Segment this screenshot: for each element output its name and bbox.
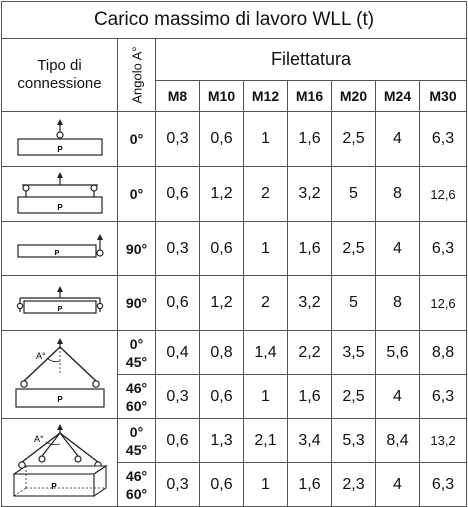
size-header-m10: M10 bbox=[200, 80, 244, 111]
header-angolo-unit: A° bbox=[129, 46, 144, 61]
angle-cell: 46° 60° bbox=[118, 463, 156, 507]
table-row bbox=[2, 112, 467, 167]
value-cell: 2,5 bbox=[332, 375, 376, 419]
value-cell: 4 bbox=[376, 375, 420, 419]
value-cell: 3,2 bbox=[288, 276, 332, 331]
value-cell: 5,6 bbox=[376, 331, 420, 375]
load-label: P bbox=[50, 481, 57, 491]
size-header-m20: M20 bbox=[332, 80, 376, 111]
value-cell: 0,6 bbox=[156, 419, 200, 463]
diagram-two-leg-sling bbox=[2, 331, 118, 419]
value-cell: 1 bbox=[244, 222, 288, 276]
diagram-four-leg-sling bbox=[2, 419, 118, 507]
value-cell: 12,6 bbox=[420, 167, 467, 222]
value-cell: 6,3 bbox=[420, 463, 467, 507]
angle-cell: 0° bbox=[118, 112, 156, 167]
value-cell: 0,3 bbox=[156, 463, 200, 507]
size-header-m30: M30 bbox=[420, 80, 467, 111]
size-header-m12: M12 bbox=[244, 80, 288, 111]
value-cell: 0,6 bbox=[200, 222, 244, 276]
two-leg-sling-diagram-icon bbox=[10, 335, 110, 415]
value-cell: 4 bbox=[376, 463, 420, 507]
value-cell: 4 bbox=[376, 112, 420, 167]
value-cell: 0,4 bbox=[156, 331, 200, 375]
value-cell: 3,2 bbox=[288, 167, 332, 222]
value-cell: 2,5 bbox=[332, 112, 376, 167]
value-cell: 3,5 bbox=[332, 331, 376, 375]
table-row bbox=[2, 167, 467, 222]
table-row bbox=[2, 331, 467, 375]
single-vertical-diagram-icon bbox=[12, 117, 108, 161]
table-title: Carico massimo di lavoro WLL (t) bbox=[2, 2, 467, 39]
diagram-double-vertical bbox=[2, 167, 118, 222]
value-cell: 8 bbox=[376, 276, 420, 331]
angle-marker: A° bbox=[35, 350, 46, 361]
value-cell: 2,5 bbox=[332, 222, 376, 276]
double-vertical-diagram-icon bbox=[12, 171, 108, 217]
header-angolo bbox=[118, 39, 156, 112]
size-header-m8: M8 bbox=[156, 80, 200, 111]
value-cell: 8,4 bbox=[376, 419, 420, 463]
angle-cell: 90° bbox=[118, 276, 156, 331]
wll-table bbox=[1, 1, 467, 507]
value-cell: 0,6 bbox=[156, 167, 200, 222]
value-cell: 1 bbox=[244, 463, 288, 507]
value-cell: 1 bbox=[244, 375, 288, 419]
single-side-diagram-icon bbox=[12, 231, 108, 267]
diagram-single-vertical bbox=[2, 112, 118, 167]
value-cell: 2,1 bbox=[244, 419, 288, 463]
angle-marker: A° bbox=[33, 433, 44, 444]
value-cell: 6,3 bbox=[420, 375, 467, 419]
angle-cell: 46° 60° bbox=[118, 375, 156, 419]
four-leg-sling-diagram-icon bbox=[8, 422, 112, 504]
value-cell: 1,2 bbox=[200, 276, 244, 331]
value-cell: 0,6 bbox=[200, 463, 244, 507]
value-cell: 0,3 bbox=[156, 222, 200, 276]
table-row bbox=[2, 419, 467, 463]
value-cell: 2 bbox=[244, 276, 288, 331]
value-cell: 4 bbox=[376, 222, 420, 276]
header-angolo-text: Angolo bbox=[129, 63, 144, 104]
value-cell: 1,6 bbox=[288, 112, 332, 167]
diagram-double-side bbox=[2, 276, 118, 331]
load-label: P bbox=[56, 394, 63, 404]
value-cell: 0,8 bbox=[200, 331, 244, 375]
header-filettatura: Filettatura bbox=[156, 39, 467, 81]
load-label: P bbox=[57, 306, 62, 313]
size-header-m24: M24 bbox=[376, 80, 420, 111]
value-cell: 8 bbox=[376, 167, 420, 222]
header-tipo-connessione: Tipo di connessione bbox=[2, 39, 118, 112]
value-cell: 13,2 bbox=[420, 419, 467, 463]
value-cell: 5 bbox=[332, 167, 376, 222]
value-cell: 1,4 bbox=[244, 331, 288, 375]
value-cell: 1,6 bbox=[288, 222, 332, 276]
double-side-diagram-icon bbox=[12, 284, 108, 322]
value-cell: 0,6 bbox=[200, 375, 244, 419]
value-cell: 0,3 bbox=[156, 375, 200, 419]
value-cell: 12,6 bbox=[420, 276, 467, 331]
value-cell: 2,3 bbox=[332, 463, 376, 507]
angle-cell: 0° bbox=[118, 167, 156, 222]
value-cell: 0,3 bbox=[156, 112, 200, 167]
value-cell: 6,3 bbox=[420, 112, 467, 167]
value-cell: 8,8 bbox=[420, 331, 467, 375]
value-cell: 5 bbox=[332, 276, 376, 331]
load-label: P bbox=[54, 249, 59, 257]
value-cell: 3,4 bbox=[288, 419, 332, 463]
load-label: P bbox=[56, 203, 63, 212]
value-cell: 2 bbox=[244, 167, 288, 222]
value-cell: 2,2 bbox=[288, 331, 332, 375]
value-cell: 1,6 bbox=[288, 463, 332, 507]
load-label: P bbox=[56, 145, 63, 154]
angle-cell: 0° 45° bbox=[118, 419, 156, 463]
value-cell: 1 bbox=[244, 112, 288, 167]
value-cell: 5,3 bbox=[332, 419, 376, 463]
size-header-m16: M16 bbox=[288, 80, 332, 111]
diagram-single-side bbox=[2, 222, 118, 276]
value-cell: 0,6 bbox=[200, 112, 244, 167]
angle-cell: 90° bbox=[118, 222, 156, 276]
value-cell: 1,3 bbox=[200, 419, 244, 463]
value-cell: 1,2 bbox=[200, 167, 244, 222]
table-row bbox=[2, 222, 467, 276]
table-row bbox=[2, 276, 467, 331]
angle-cell: 0° 45° bbox=[118, 331, 156, 375]
value-cell: 0,6 bbox=[156, 276, 200, 331]
value-cell: 6,3 bbox=[420, 222, 467, 276]
value-cell: 1,6 bbox=[288, 375, 332, 419]
